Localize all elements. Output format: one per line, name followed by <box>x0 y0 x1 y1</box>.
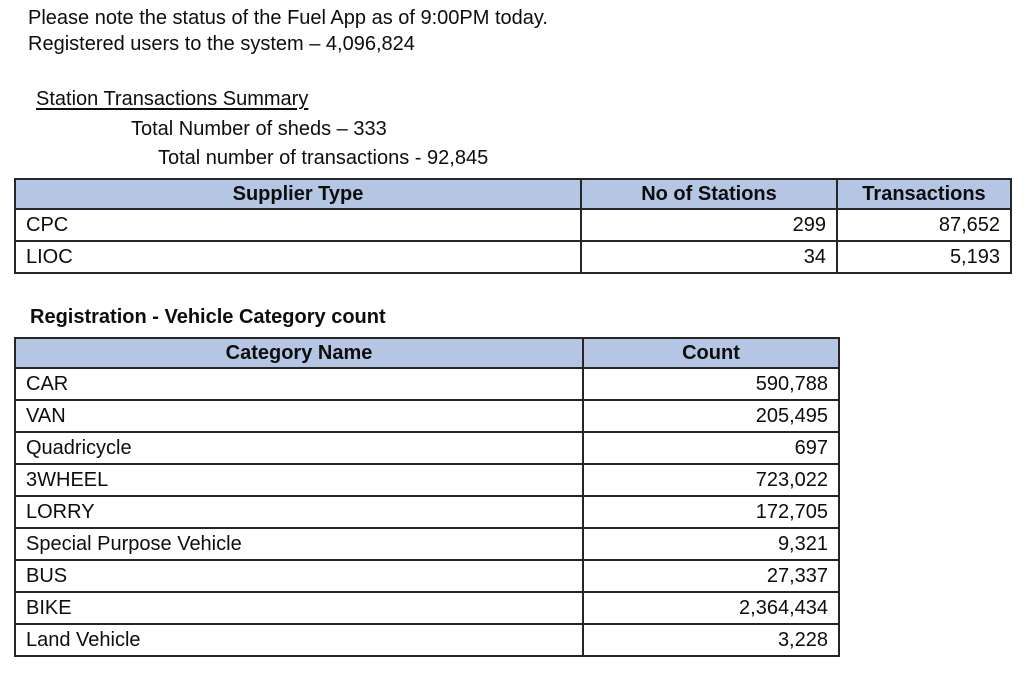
category-name: Quadricycle <box>15 432 583 464</box>
category-name: CAR <box>15 368 583 400</box>
category-count: 172,705 <box>583 496 839 528</box>
transaction-count: 87,652 <box>837 209 1011 241</box>
station-table-header-row <box>15 179 1011 209</box>
category-count: 2,364,434 <box>583 592 839 624</box>
total-transactions-line: Total number of transactions - 92,845 <box>158 147 489 169</box>
registered-users-line: Registered users to the system – 4,096,824 <box>28 33 415 55</box>
table-row <box>15 368 839 400</box>
total-sheds-line: Total Number of sheds – 333 <box>131 118 387 140</box>
table-row <box>15 241 1011 273</box>
category-name: 3WHEEL <box>15 464 583 496</box>
table-row <box>15 496 839 528</box>
category-count: 3,228 <box>583 624 839 656</box>
table-row <box>15 624 839 656</box>
category-name: BIKE <box>15 592 583 624</box>
category-name: BUS <box>15 560 583 592</box>
supplier-name: LIOC <box>15 241 581 273</box>
station-summary-title: Station Transactions Summary <box>36 88 309 110</box>
vehicle-category-table <box>14 337 840 657</box>
table-row <box>15 592 839 624</box>
category-name: Land Vehicle <box>15 624 583 656</box>
vehicle-table-header-row <box>15 338 839 368</box>
category-name: LORRY <box>15 496 583 528</box>
table-row <box>15 432 839 464</box>
table-row <box>15 209 1011 241</box>
header-transactions: Transactions <box>837 179 1011 209</box>
category-name: VAN <box>15 400 583 432</box>
supplier-name: CPC <box>15 209 581 241</box>
station-transactions-table <box>14 178 1012 274</box>
header-count: Count <box>583 338 839 368</box>
header-no-of-stations: No of Stations <box>581 179 837 209</box>
transaction-count: 5,193 <box>837 241 1011 273</box>
table-row <box>15 464 839 496</box>
vehicle-category-title: Registration - Vehicle Category count <box>30 306 386 328</box>
category-count: 723,022 <box>583 464 839 496</box>
station-count: 34 <box>581 241 837 273</box>
header-category-name: Category Name <box>15 338 583 368</box>
category-name: Special Purpose Vehicle <box>15 528 583 560</box>
table-row <box>15 560 839 592</box>
category-count: 697 <box>583 432 839 464</box>
category-count: 590,788 <box>583 368 839 400</box>
status-line: Please note the status of the Fuel App as of 9:00PM today. <box>28 7 548 29</box>
category-count: 205,495 <box>583 400 839 432</box>
header-supplier-type: Supplier Type <box>15 179 581 209</box>
table-row <box>15 528 839 560</box>
station-count: 299 <box>581 209 837 241</box>
category-count: 27,337 <box>583 560 839 592</box>
table-row <box>15 400 839 432</box>
category-count: 9,321 <box>583 528 839 560</box>
